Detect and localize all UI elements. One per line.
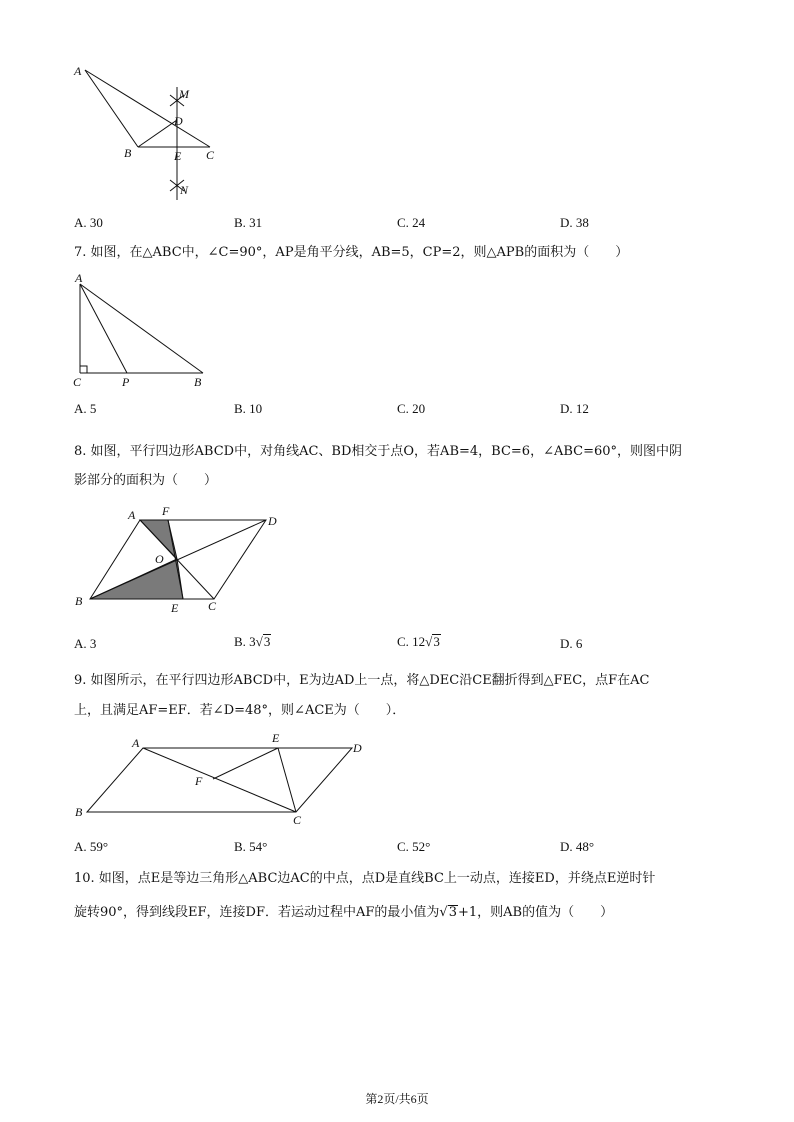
q6-label-m: M (179, 87, 189, 101)
q9-label-c: C (293, 813, 302, 827)
q8-label-f: F (162, 504, 170, 518)
radical-sign-icon: √ (255, 634, 263, 649)
q9-text-line1: 9. 如图所示，在平行四边形ABCD中，E为边AD上一点，将△DEC沿CE翻折得到△FEC，点F在AC (74, 673, 650, 688)
q8-option-b-radicand: 3 (263, 634, 271, 649)
q7-label-p: P (122, 375, 130, 389)
q7-option-a: A. 5 (74, 401, 97, 416)
q9-option-b: B. 54° (234, 839, 268, 854)
q9-option-c: C. 52° (397, 839, 431, 854)
q8-option-b (234, 634, 271, 650)
q8-option-c-prefix: C. 12 (397, 634, 426, 649)
q6-figure (70, 62, 230, 202)
q8-figure (70, 500, 290, 620)
q6-option-c: C. 24 (397, 215, 426, 230)
q10-text-line2-b: +1，则AB的值为（ ） (457, 905, 614, 920)
q8-option-d: D. 6 (560, 636, 583, 651)
q6-label-n: N (180, 183, 189, 197)
q10-text-line1: 10. 如图，点E是等边三角形△ABC边AC的中点，点D是直线BC上一动点，连接ED，并绕点E逆时针 (74, 871, 656, 886)
q6-label-d: D (174, 114, 183, 128)
q10-text-line2 (74, 904, 613, 922)
q9-label-d: D (353, 741, 362, 755)
q6-label-a: A (74, 64, 82, 78)
q6-option-d: D. 38 (560, 215, 589, 230)
q9-label-b: B (75, 805, 83, 819)
q6-label-c: C (206, 148, 215, 162)
q8-label-d: D (268, 514, 277, 528)
q9-option-d: D. 48° (560, 839, 595, 854)
q7-label-a: A (75, 271, 83, 285)
q9-label-e: E (272, 731, 280, 745)
q8-option-b-prefix: B. 3 (234, 634, 256, 649)
q6-option-b: B. 31 (234, 215, 263, 230)
q9-text-line2: 上，且满足AF=EF．若∠D=48°，则∠ACE为（ ）． (74, 703, 406, 718)
q8-label-a: A (128, 508, 136, 522)
q8-label-b: B (75, 594, 83, 608)
radical-sign-icon: √ (425, 634, 433, 649)
q7-label-b: B (194, 375, 202, 389)
q8-option-c-radicand: 3 (433, 634, 440, 649)
q8-option-a: A. 3 (74, 636, 97, 651)
q9-option-a: A. 59° (74, 839, 109, 854)
q7-text: 7. 如图，在△ABC中，∠C=90°，AP是角平分线，AB=5，CP=2，则△APB的面积为（ ） (74, 245, 629, 260)
q8-label-c: C (208, 599, 217, 613)
q7-figure (70, 270, 220, 390)
q8-option-c (397, 634, 441, 650)
q7-option-d: D. 12 (560, 401, 589, 416)
q9-label-a: A (132, 736, 140, 750)
q10-radicand: 3 (448, 905, 457, 920)
q8-label-e: E (171, 601, 179, 615)
q8-text-line1: 8. 如图，平行四边形ABCD中，对角线AC、BD相交于点O，若AB=4，BC=6，∠ABC=60°，则图中阴 (74, 444, 683, 459)
q6-option-a: A. 30 (74, 215, 103, 230)
q9-label-f: F (195, 774, 203, 788)
q10-text-line2-a: 旋转90°，得到线段EF，连接DF．若运动过程中AF的最小值为 (74, 905, 440, 920)
radical-sign-icon: √ (439, 905, 448, 920)
q7-option-b: B. 10 (234, 401, 263, 416)
q6-label-b: B (124, 146, 132, 160)
q7-label-c: C (73, 375, 82, 389)
q8-text-line2: 影部分的面积为（ ） (74, 473, 218, 488)
q9-figure (70, 730, 370, 830)
q8-label-o: O (155, 552, 164, 566)
q7-option-c: C. 20 (397, 401, 426, 416)
page-footer: 第2页/共6页 (365, 1092, 429, 1106)
q6-label-e: E (174, 149, 182, 163)
